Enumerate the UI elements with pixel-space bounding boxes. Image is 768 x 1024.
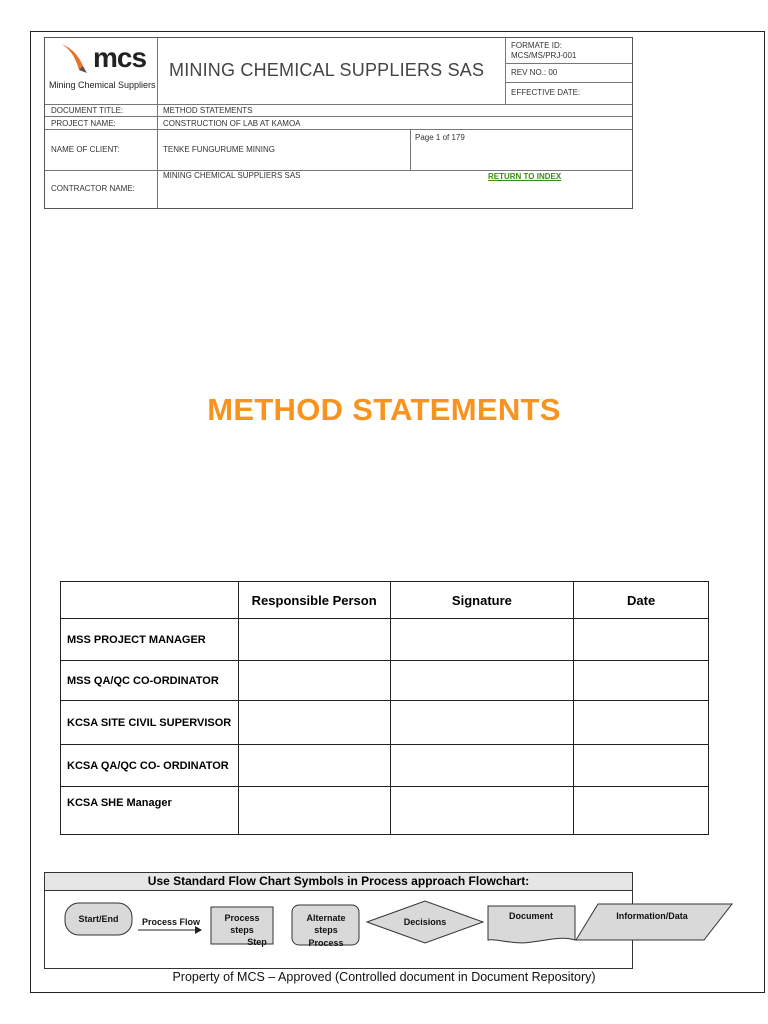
alternate-steps-label: Alternate steps: [306, 913, 346, 935]
client-label: NAME OF CLIENT:: [51, 145, 120, 154]
contractor-value: MINING CHEMICAL SUPPLIERS SAS: [163, 171, 301, 180]
role-cell: KCSA QA/QC CO- ORDINATOR: [61, 745, 239, 787]
column-header-responsible-person: Responsible Person: [238, 582, 390, 619]
role-cell: KCSA SITE CIVIL SUPERVISOR: [61, 701, 239, 745]
document-title-value: METHOD STATEMENTS: [163, 106, 253, 115]
footer-text: Property of MCS – Approved (Controlled document in Document Repository): [172, 970, 596, 984]
alternate-steps-overlap-label: Process: [308, 938, 344, 948]
role-cell: MSS PROJECT MANAGER: [61, 619, 239, 661]
format-id-label: FORMATE ID:: [511, 41, 562, 50]
logo-subtitle: Mining Chemical Suppliers: [49, 80, 156, 90]
client-value: TENKE FUNGURUME MINING: [163, 145, 275, 154]
process-steps-label: Process steps: [224, 913, 260, 935]
rev-no: REV NO.: 00: [511, 68, 558, 77]
process-steps-overlap-label: Step: [247, 937, 267, 947]
column-header-signature: Signature: [390, 582, 574, 619]
column-header-date: Date: [574, 582, 709, 619]
document-title-label: DOCUMENT TITLE:: [51, 106, 124, 115]
document-label: Document: [508, 911, 553, 921]
legend-title: Use Standard Flow Chart Symbols in Process approach Flowchart:: [45, 873, 632, 891]
format-id-value: MCS/MS/PRJ-001: [511, 51, 577, 60]
company-name: MINING CHEMICAL SUPPLIERS SAS: [169, 60, 485, 80]
effective-date: EFFECTIVE DATE:: [511, 88, 581, 97]
information-data-label: Information/Data: [616, 911, 688, 921]
decisions-label: Decisions: [403, 917, 447, 927]
start-end-label: Start/End: [78, 914, 119, 924]
return-to-index-link[interactable]: RETURN TO INDEX: [488, 172, 562, 181]
page-number: Page 1 of 179: [415, 133, 465, 142]
page-title: METHOD STATEMENTS: [207, 392, 561, 427]
process-flow-label: Process Flow: [141, 917, 201, 927]
contractor-label: CONTRACTOR NAME:: [51, 184, 135, 193]
logo-text: mcs: [93, 42, 147, 73]
role-cell: MSS QA/QC CO-ORDINATOR: [61, 661, 239, 701]
role-cell: KCSA SHE Manager: [61, 787, 239, 835]
project-name-value: CONSTRUCTION OF LAB AT KAMOA: [163, 119, 301, 128]
project-name-label: PROJECT NAME:: [51, 119, 116, 128]
